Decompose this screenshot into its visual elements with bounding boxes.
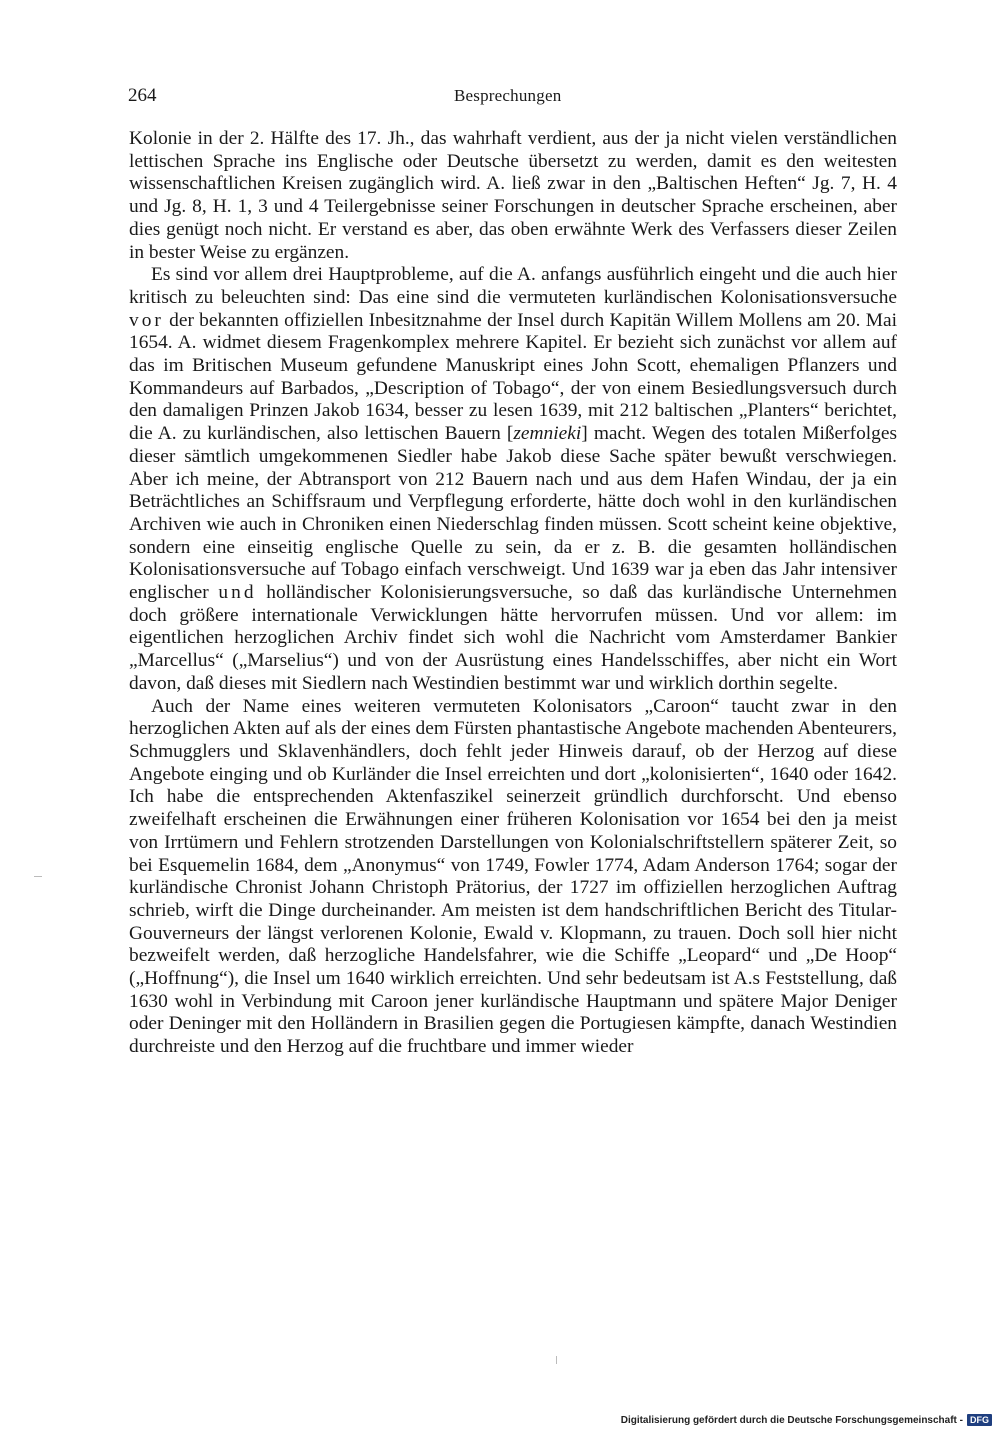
paragraph-2 bbox=[129, 264, 897, 695]
margin-mark bbox=[34, 876, 42, 877]
italic-term: zemnieki bbox=[513, 423, 582, 445]
spaced-word-und: und bbox=[218, 582, 257, 604]
dfg-logo-icon: DFG bbox=[967, 1414, 992, 1426]
paragraph-2-part-c: ] macht. Wegen des totalen Mißerfolges dieser sämtlich umgekommenen Siedler habe Jakob diese Sache später bewußt verschwiegen. Aber ich meine, der Abtransport von 212 Bauern nach und aus dem Hafen Windau, der ja ein Beträchtliches an Schiffsraum und Verpflegung erforderte, hätte doch wohl in den kurländischen Archiven wie auch in Chroniken einen Niederschlag finden müssen. Scott scheint keine objektive, sondern eine einseitig englische Quelle zu sein, da er z. B. die gesamten holländischen Kolonisationsversuche auf Tobago einfach verschweigt. Und 1639 war ja eben das Jahr intensiver englischer bbox=[129, 423, 897, 604]
paragraph-2-part-d: holländischer Kolonisierungsversuche, so daß das kurländische Unternehmen doch größere internationale Verwicklungen hätte hervorrufen müssen. Und vor allem: im eigentlichen herzoglichen Archiv findet sich wohl die Nachricht vom Amsterdamer Bankier „Marcellus“ („Marselius“) und von der Ausrüstung eines Handelsschiffes, aber nicht ein Wort davon, daß dieses mit Siedlern nach Westindien bestimmt war und wirklich dorthin segelte. bbox=[129, 582, 897, 694]
paragraph-2-part-a: Es sind vor allem drei Hauptprobleme, auf die A. anfangs ausführlich eingeht und die auch hier kritisch zu beleuchten sind: Das eine sind die vermuteten kurländischen Kolonisationsversuche bbox=[129, 264, 897, 308]
body-text bbox=[129, 128, 897, 1059]
page-number: 264 bbox=[128, 85, 157, 106]
spaced-word-vor: vor bbox=[129, 309, 164, 331]
paragraph-2-part-b: der bekannten offiziellen Inbesitznahme der Insel durch Kapitän Willem Mollens am 20. Mai 1654. A. widmet diesem Fragenkomplex mehrere Kapitel. Er bezieht sich zunächst vor allem auf das im Britischen Museum gefundene Manuskript eines John Scott, ehemaligen Pflanzers und Kommandeurs auf Barbados, „Description of Tobago“, der von einem Besiedlungsversuch durch den damaligen Prinzen Jakob 1634, besser zu lesen 1639, mit 212 baltischen „Planters“ berichtet, die A. zu kurländischen, also lettischen Bauern [ bbox=[129, 309, 897, 445]
footer-text: Digitalisierung gefördert durch die Deutsche Forschungsgemeinschaft - bbox=[620, 1414, 963, 1426]
paragraph-1: Kolonie in der 2. Hälfte des 17. Jh., das wahrhaft verdient, aus der ja nicht vielen verständlichen lettischen Sprache ins Englische oder Deutsche übersetzt zu werden, damit es den weitesten wissenschaftlichen Kreisen zugänglich wird. A. ließ zwar in den „Baltischen Heften“ Jg. 7, H. 4 und Jg. 8, H. 1, 3 und 4 Teilergebnisse seiner Forschungen in deutscher Sprache erscheinen, aber dies genügt noch nicht. Er verstand es aber, das oben erwähnte Werk des Verfassers dieser Zeilen in bester Weise zu ergänzen. bbox=[129, 128, 897, 263]
running-head: Besprechungen bbox=[454, 86, 562, 105]
paragraph-3: Auch der Name eines weiteren vermuteten Kolonisators „Caroon“ taucht zwar in den herzoglichen Akten auf als der eines dem Fürsten phantastische Angebote machenden Abenteurers, Schmugglers und Sklavenhändlers, doch fehlt jeder Hinweis darauf, ob der Herzog auf diese Angebote einging und ob Kurländer die Insel erreichten und dort „kolonisierten“, 1640 oder 1642. Ich habe die entsprechenden Aktenfaszikel seinerzeit gründlich durchforscht. Und ebenso zweifelhaft erscheinen die Erwähnungen einer früheren Kolonisation vor 1654 bei den ja meist von Irrtümern und Fehlern strotzenden Darstellungen von Kolonialschriftstellern späterer Zeit, so bei Esquemelin 1684, dem „Anonymus“ von 1749, Fowler 1774, Adam Anderson 1764; sogar der kurländische Chronist Johann Christoph Prätorius, der 1727 im offiziellen herzoglichen Auftrag schrieb, wirft die Dinge durcheinander. Am meisten ist dem handschriftlichen Bericht des Titular-Gouverneurs der längst verlorenen Kolonie, Ewald v. Klopmann, zu trauen. Doch soll hier nicht bezweifelt werden, daß herzogliche Handelsfahrer, wie die Schiffe „Leopard“ und „De Hoop“ („Hoffnung“), die Insel um 1640 wirklich erreichten. Und sehr bedeutsam ist A.s Feststellung, daß 1630 wohl in Verbindung mit Caroon jener kurländische Hauptmann und spätere Major Deniger oder Deninger mit den Holländern in Brasilien gegen die Portugiesen kämpfte, danach Westindien durchreiste und den Herzog auf die fruchtbare und immer wieder bbox=[129, 695, 897, 1058]
digitization-footer bbox=[621, 1414, 992, 1426]
scan-mark bbox=[556, 1356, 557, 1364]
